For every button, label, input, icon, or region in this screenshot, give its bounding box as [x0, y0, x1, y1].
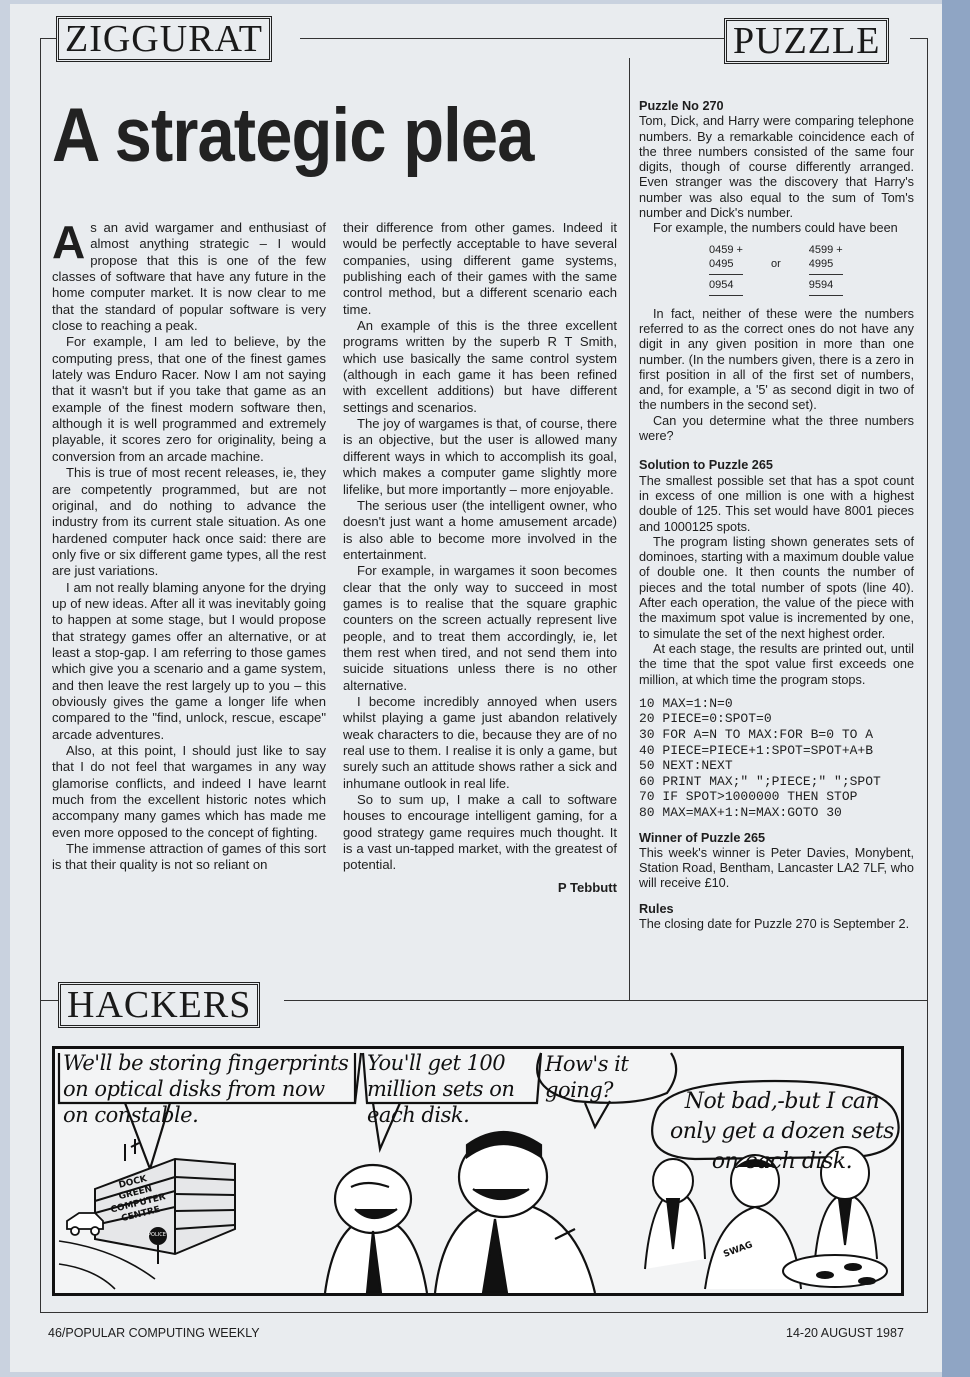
frame-rule [910, 38, 928, 39]
article-paragraph: I am not really blaming anyone for the drying up of new ideas. After all it was inevitably going to happen at some stage, but I would propose that strategy games offer an alternative, or at least a stop-gap. I am referring to those games which give you a scenario and a game system, and then leave the rest largely up to you – this obviously gives the game a longer life when compared to the "find, unlock, rescue, escape" arcade adventures. [52, 579, 326, 742]
solution-text: The smallest possible set that has a spot count in excess of one million is one with a highest double of 125. This set would have 8001 pieces and 1000125 spots. [639, 473, 914, 534]
article-paragraph: I become incredibly annoyed when users whilst playing a game just abandon relatively weak characters to die, because they are of no real use to them. I realise it is only a game, but surely such an attitude shows rather a sick and inhumane outlook in real life. [343, 693, 617, 791]
speech-bubble-3: How's it going? [545, 1052, 629, 1102]
footer-publication: 46/POPULAR COMPUTING WEEKLY [48, 1326, 260, 1340]
speech-bubble-4: Not bad,-but I can only get a dozen sets on each disk. [670, 1089, 894, 1174]
puzzle-text: Can you determine what the three numbers were? [639, 413, 914, 444]
article-paragraph: The serious user (the intelligent owner, who doesn't just want a home amusement arcade) is also able to become more involved in the entertainment. [343, 497, 617, 562]
article-paragraph: This is true of most recent releases, ie, they are competently programmed, but are not original, and do nothing to advance the industry from its current stale situation. As one hardened computer hack once said: there are only five or six different game types, all the rest are just variations. [52, 465, 326, 579]
drop-cap: A [52, 216, 86, 268]
example-sum-a: 0459 + 0495 0954 [709, 243, 743, 299]
police-car [67, 1213, 103, 1235]
puzzle-text: In fact, neither of these were the numbers referred to as the correct ones do not have any digit in any given position in more than one number. (In the numbers given, there is a zero in first position in all of the first set of numbers, and, for example, a '5' as second digit in two of the numbers in the second set). [639, 306, 914, 413]
winner-text: This week's winner is Peter Davies, Monybent, Station Road, Bentham, Lancaster LA2 7LF, who will receive £10. [639, 845, 914, 891]
article-paragraph: So to sum up, I make a call to software houses to encourage intelligent gaming, for a good strategy game requires much thought. It is a vast un-tapped market, with the greatest of potential. [343, 792, 617, 873]
article-paragraph: For example, in wargames it soon becomes clear that the only way to succeed in most games is to realise that the square graphic counters on the screen actually represent live people, and to treat them accordingly, ie, let them rest when tired, and not send them into suicide situations unless there is no other alternative. [343, 563, 617, 693]
article-paragraph: As an avid wargamer and enthusiast of almost anything strategic – I would propose that this is one of the few classes of software that have any future in the home computer market. It is now clear to me that the standard of popular software is very close to reaching a peak. [52, 216, 326, 334]
frame-rule [300, 38, 726, 39]
solution-text: At each stage, the results are printed out, until the time that the spot value first exceeds one million, at which time the program stops. [639, 641, 914, 687]
program-listing: 10 MAX=1:N=0 20 PIECE=0:SPOT=0 30 FOR A=N TO MAX:FOR B=0 TO A 40 PIECE=PIECE+1:SPOT=SPOT+A+B 50 NEXT:NEXT 60 PRINT MAX;" ";PIECE;" ";SPOT 70 IF SPOT>1000000 THEN STOP 80 MAX=MAX+1:N=MAX:GOTO 30 [639, 695, 881, 820]
article-headline: A strategic plea [52, 93, 534, 178]
officer-figure [435, 1132, 595, 1293]
police-sign-text: POLICE [148, 1232, 166, 1238]
section-label-hackers: HACKERS [58, 982, 260, 1028]
winner-title: Winner of Puzzle 265 [639, 830, 766, 845]
example-or: or [770, 257, 781, 270]
rules-title: Rules [639, 901, 674, 916]
hackers-cartoon [52, 1046, 904, 1296]
article-paragraph: their difference from other games. Indeed it would be perfectly acceptable to have several companies, using different game systems, publishing each of their games with the same control method, but a different scenario each time. [343, 220, 617, 317]
example-sums [709, 243, 914, 299]
article-column-2 [343, 220, 617, 896]
puzzle-column [639, 99, 914, 932]
speech-bubble-1: We'll be storing fingerprints on optical disks from now on constable. [63, 1051, 349, 1127]
article-paragraph: The immense attraction of games of this sort is that their quality is not so reliant on [52, 841, 326, 873]
puzzle-title: Puzzle No 270 [639, 99, 724, 113]
article-column-1 [52, 216, 326, 874]
example-sum-b: 4599 + 4995 9594 [809, 243, 843, 299]
page-edge [942, 0, 970, 1377]
rules-text: The closing date for Puzzle 270 is September 2. [639, 917, 910, 932]
section-label-puzzle: PUZZLE [724, 18, 889, 64]
detective-figure [325, 1165, 427, 1293]
footer-date: 14-20 AUGUST 1987 [786, 1326, 904, 1340]
swag-label: SWAG [722, 1240, 755, 1260]
building-sign: DOCK GREEN COMPUTER CENTRE [109, 1174, 167, 1225]
article-byline: P Tebbutt [557, 879, 617, 895]
frame-rule [40, 1000, 58, 1001]
article-paragraph: An example of this is the three excellent programs written by the superb R T Smith, which use basically the same control system (although in each game it has been refined with excellent additions) but have different settings and scenarios. [343, 318, 617, 415]
column-divider [629, 58, 630, 1000]
frame-rule [284, 1000, 928, 1001]
article-paragraph: The joy of wargames is that, of course, there is an objective, but the user is allowed many different ways in which to accomplish its goal, which makes a computer game slightly more lifelike, but more importantly – more enjoyable. [343, 416, 617, 497]
solution-title: Solution to Puzzle 265 [639, 458, 773, 473]
section-label-ziggurat: ZIGGURAT [56, 16, 272, 62]
article-paragraph: For example, I am led to believe, by the computing press, that one of the finest games lately was Enduro Racer. Now I am not saying that it wasn't but if you take that game as an example of the finest modern software then, although it is well programmed and extremely playable, it scores zero for originality, being a conversion from an arcade machine. [52, 334, 326, 464]
puzzle-text: Tom, Dick, and Harry were comparing telephone numbers. By a remarkable coincidence each of the three numbers consisted of the same four digits, though of course differently arranged. Even stranger was the discovery that Harry's number was also equal to the sum of Tom's number and Dick's number. [639, 114, 914, 221]
speech-bubble-2: You'll get 100 million sets on each disk. [367, 1051, 515, 1127]
puzzle-text: For example, the numbers could have been [653, 221, 898, 236]
article-paragraph: Also, at this point, I should just like to say that I do not feel that wargames in any way glamorise conflicts, and indeed I have learnt much from the excellent historic notes which accompany many games which has made me even more opposed to the concept of fighting. [52, 743, 326, 840]
speech-tail [585, 1101, 610, 1127]
solution-text: The program listing shown generates sets of dominoes, starting with a maximum double value of double one. It then counts the number of pieces and the total number of spots (line 40). After each operation, the value of the piece with the maximum spot value is incremented by one, to simulate the set of the next highest order. [639, 534, 914, 641]
